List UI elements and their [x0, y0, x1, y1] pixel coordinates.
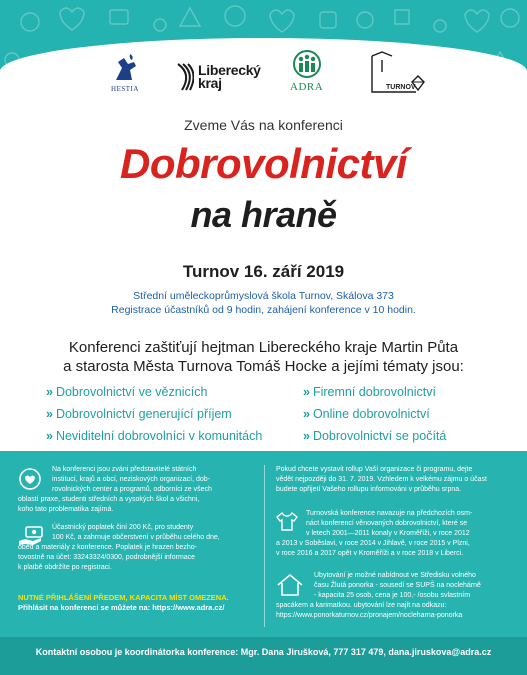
topic-item — [303, 381, 446, 403]
accommodation-block — [276, 571, 516, 621]
fee-text — [18, 523, 220, 573]
topics-right-column — [303, 381, 446, 447]
invited-block — [18, 465, 258, 515]
venue-info — [0, 289, 527, 317]
history-line: Turnovská konference navazuje na předchozích osm- — [306, 510, 473, 517]
capacity-warning: NUTNÉ PŘIHLÁŠENÍ PŘEDEM, KAPACITA MÍST OMEZENA. — [18, 593, 229, 602]
liberec-line1: Liberecký — [198, 62, 261, 78]
topic-marker: » — [46, 407, 53, 421]
topic-item — [46, 381, 262, 403]
info-divider — [264, 465, 265, 627]
topic-label: Online dobrovolnictví — [312, 407, 430, 421]
fee-line: tovostně na účet: 33243324/0300, podrobnější informace — [18, 554, 196, 561]
topic-item — [303, 425, 446, 447]
adra-people-icon — [291, 50, 323, 80]
hestia-logo — [108, 50, 142, 93]
invited-line: oblastí praxe, studenti středních a vysokých škol a všichni, — [18, 496, 200, 503]
tshirt-icon — [276, 511, 298, 531]
topic-label: Neviditelní dobrovolníci v komunitách — [55, 429, 263, 443]
contact-footer: Kontaktní osobou je koordinátorka konference: Mgr. Dana Jirušková, 777 317 479, dana.jiruskova@adra.cz — [0, 637, 527, 675]
topic-label: Dobrovolnictví se počítá — [312, 429, 447, 443]
registration-link[interactable]: Přihlásit na konferenci se můžete na: https://www.adra.cz/ — [18, 603, 225, 612]
topic-marker: » — [46, 385, 53, 399]
fee-block — [18, 523, 258, 573]
topic-marker: » — [303, 407, 310, 421]
history-line: a 2013 v Soběslavi, v roce 2014 v Jihlavě, v roce 2015 v Plzni, — [276, 540, 470, 547]
turnov-caption: TURNOV — [386, 84, 416, 91]
liberec-text — [198, 64, 261, 90]
topic-marker: » — [46, 429, 53, 443]
topic-marker: » — [303, 429, 310, 443]
fee-line: k platbě obdržíte po registraci. — [18, 564, 112, 571]
history-line: v roce 2016 a 2017 opět v Kroměříži a v roce 2018 v Liberci. — [276, 550, 464, 557]
topic-item — [303, 403, 446, 425]
invited-line: koho tato problematika zajímá. — [18, 506, 114, 513]
fee-line: oběd a materiály z konference. Poplatek je hrazen bezho- — [18, 544, 197, 551]
rollup-line: Pokud chcete vystavit rollup Vaší organizace či programu, dejte — [276, 466, 473, 473]
history-block — [276, 509, 516, 559]
adra-caption: ADRA — [290, 81, 324, 93]
history-line: v letech 2001—2011 konaly v Kroměříži, v roce 2012 — [306, 530, 470, 537]
liberec-line2: kraj — [198, 75, 222, 91]
accommodation-line: Ubytování je možné nabídnout ve Středisku volného — [314, 572, 476, 579]
patron-line2: a starosta Města Turnova Tomáš Hocke a jejími tématy jsou: — [63, 358, 464, 375]
house-icon — [276, 573, 304, 597]
hestia-figure-icon — [108, 50, 142, 84]
rollup-line: vědět nejpozději do 31. 7. 2019. Vzhledem k velkému zájmu o účast — [276, 476, 487, 483]
accommodation-text — [276, 571, 481, 621]
topics-left-column — [46, 381, 262, 447]
venue-registration: Registrace účastníků od 9 hodin, zahájení konference v 10 hodin. — [111, 304, 416, 316]
patron-line1: Konferenci zaštiťují hejtman Libereckého kraje Martin Půta — [68, 339, 459, 356]
rollup-text — [276, 465, 487, 495]
registration-notice — [18, 593, 258, 613]
liberecky-kraj-logo — [176, 62, 261, 92]
fee-line: 100 Kč, a zahrnuje občerstvení v průběhu celého dne, — [52, 534, 220, 541]
topic-label: Dobrovolnictví ve věznicích — [55, 385, 208, 399]
invited-text — [18, 465, 212, 515]
title-line2: na hraně — [190, 194, 337, 235]
topic-item — [46, 403, 262, 425]
topic-label: Firemní dobrovolnictví — [312, 385, 436, 399]
venue-address: Střední uměleckoprůmyslová škola Turnov, Skálova 373 — [133, 290, 394, 302]
topic-label: Dobrovolnictví generující příjem — [55, 407, 232, 421]
invited-line: rovolnických center a programů, odborníci ze všech — [52, 486, 212, 493]
adra-logo — [290, 50, 323, 93]
info-panel — [0, 451, 527, 637]
topic-marker: » — [303, 385, 310, 399]
accommodation-line: času Žlutá ponorka - sousedí se SUPŠ na noclehárně — [314, 582, 481, 589]
rollup-block — [276, 465, 512, 495]
history-line: náct konferencí věnovaných dobrovolnictví, které se — [306, 520, 468, 527]
title-line1: Dobrovolnictví — [119, 140, 408, 187]
history-text — [276, 509, 473, 559]
accommodation-link[interactable]: https://www.ponorkaturnov.cz/pronajem/nocleharna-ponorka — [276, 612, 463, 619]
fee-line: Účastnický poplatek činí 200 Kč, pro studenty — [52, 524, 194, 531]
patronage-text — [0, 338, 527, 376]
invited-line: institucí, krajů a obcí, neziskových organizací, dob- — [52, 476, 210, 483]
event-date: Turnov 16. září 2019 — [182, 262, 345, 281]
invitation-text: Zveme Vás na konferenci — [184, 117, 343, 133]
turnov-logo — [366, 50, 430, 98]
accommodation-line: spacákem a karimatkou. ubytování lze najít na odkazu: — [276, 602, 447, 609]
partner-logos — [0, 44, 527, 106]
rollup-line: budete opřijetí Vašeho rollupu informováni v průběhu srpna. — [276, 486, 462, 493]
accommodation-line: - kapacita 25 osob, cena je 100,- /osobu svlastním — [314, 592, 471, 599]
liberec-stripes-icon — [176, 62, 194, 92]
invited-line: Na konferenci jsou zváni představitelé státních — [52, 466, 197, 473]
topic-item — [46, 425, 262, 447]
hestia-caption: HESTIA — [111, 85, 139, 93]
globe-heart-icon — [18, 467, 42, 491]
